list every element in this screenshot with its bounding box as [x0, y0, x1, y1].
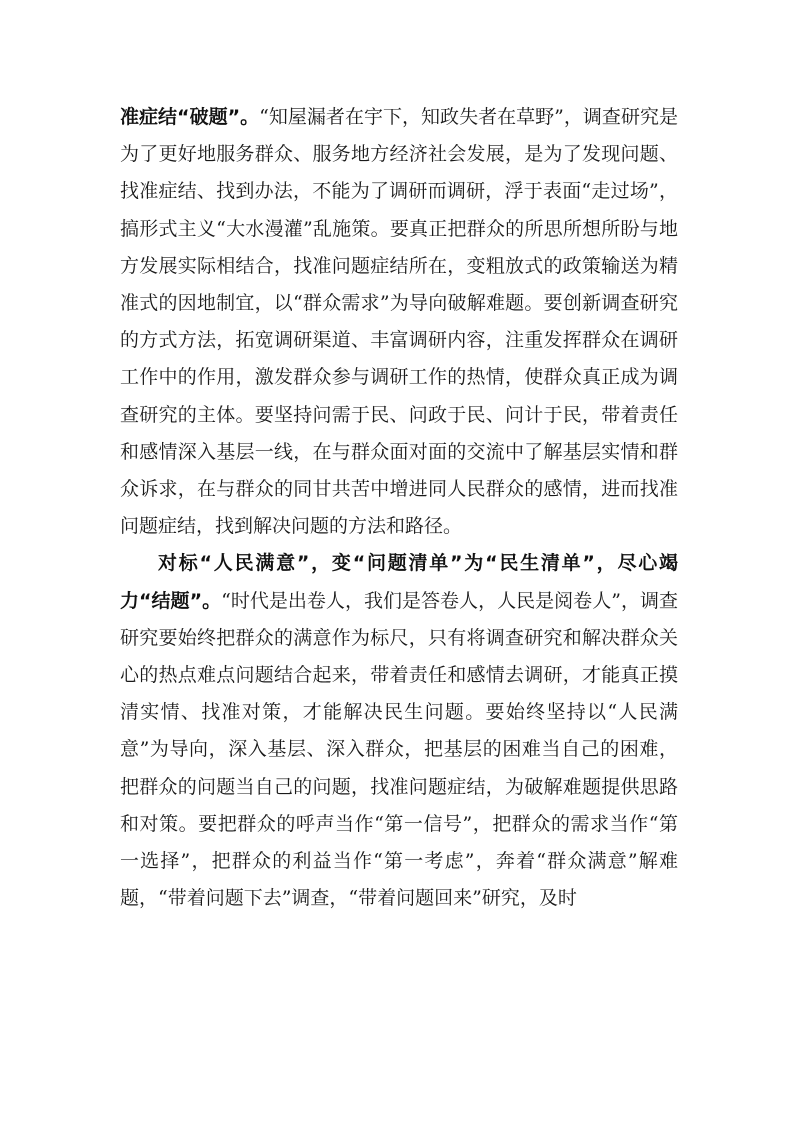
document-page [120, 99, 678, 917]
paragraph-1 [120, 99, 678, 545]
paragraph-2-text: “时代是出卷人，我们是答卷人，人民是阅卷人”，调查研究要始终把群众的满意作为标尺，只有将调查研究和解决群众关心的热点难点问题结合起来，带着责任和感情去调研，才能真正摸清实情、找准对策，才能解决民生问题。要始终坚持以“人民满意”为导向，深入基层、深入群众，把基层的困难当自己的困难，把群众的问题当自己的问题，找准问题症结，为破解难题提供思路和对策。要把群众的呼声当作“第一信号”，把群众的需求当作“第一选择”，把群众的利益当作“第一考虑”，奔着“群众满意”解难题，“带着问题下去”调查，“带着问题回来”研究，及时 [120, 589, 678, 910]
paragraph-1-lead: 准症结“破题”。 [120, 106, 260, 128]
paragraph-2 [120, 545, 678, 917]
paragraph-2-lead: 对标“人民满意”，变“问题清单”为“民生清单”，尽心竭力“结题”。 [120, 552, 678, 612]
paragraph-1-text: “知屋漏者在宇下，知政失者在草野”，调查研究是为了更好地服务群众、服务地方经济社会发展，是为了发现问题、找准症结、找到办法，不能为了调研而调研，浮于表面“走过场”，搞形式主义“大水漫灌”乱施策。要真正把群众的所思所想所盼与地方发展实际相结合，找准问题症结所在，变粗放式的政策输送为精准式的因地制宜，以“群众需求”为导向破解难题。要创新调查研究的方式方法，拓宽调研渠道、丰富调研内容，注重发挥群众在调研工作中的作用，激发群众参与调研工作的热情，使群众真正成为调查研究的主体。要坚持问需于民、问政于民、问计于民，带着责任和感情深入基层一线，在与群众面对面的交流中了解基层实情和群众诉求，在与群众的同甘共苦中增进同人民群众的感情，进而找准问题症结，找到解决问题的方法和路径。 [120, 106, 678, 538]
